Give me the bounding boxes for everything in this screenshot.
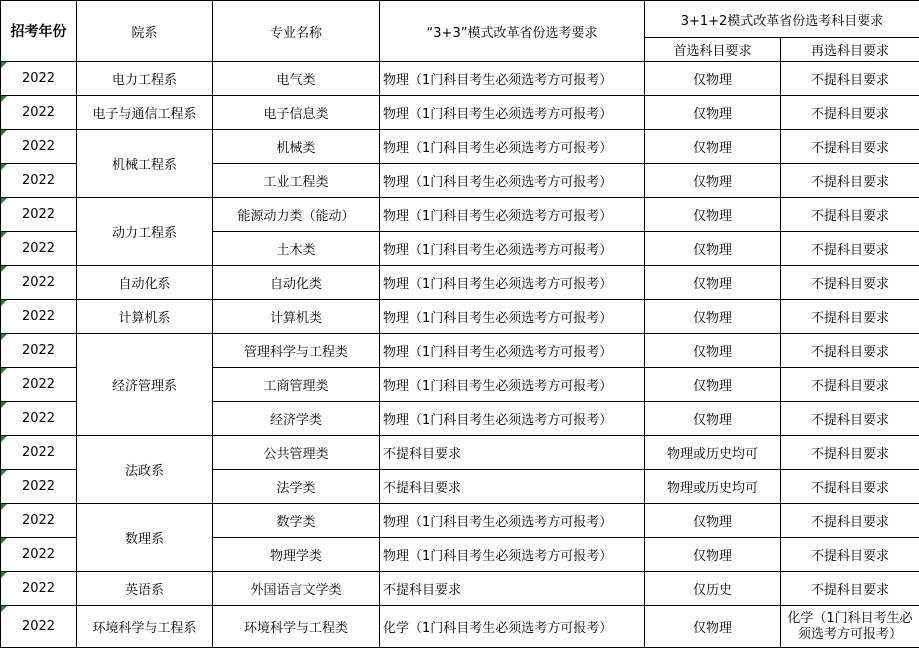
second-subject-cell: 不提科目要求 [781, 572, 919, 606]
major-cell: 工商管理类 [213, 368, 380, 402]
req33-cell: 物理（1门科目考生必须选考方可报考） [380, 368, 645, 402]
req33-cell: 不提科目要求 [380, 470, 645, 504]
major-cell: 机械类 [213, 130, 380, 164]
second-subject-cell: 不提科目要求 [781, 198, 919, 232]
dept-cell: 电子与通信工程系 [77, 96, 213, 130]
req33-cell: 物理（1门科目考生必须选考方可报考） [380, 62, 645, 96]
dept-cell: 动力工程系 [77, 198, 213, 266]
req33-cell: 物理（1门科目考生必须选考方可报考） [380, 334, 645, 368]
table-row [1, 504, 919, 538]
req33-cell: 物理（1门科目考生必须选考方可报考） [380, 538, 645, 572]
first-subject-cell: 仅物理 [645, 300, 781, 334]
major-cell: 土木类 [213, 232, 380, 266]
second-subject-cell: 不提科目要求 [781, 538, 919, 572]
second-subject-cell: 不提科目要求 [781, 266, 919, 300]
req33-cell: 物理（1门科目考生必须选考方可报考） [380, 504, 645, 538]
table-row [1, 198, 919, 232]
dept-cell: 英语系 [77, 572, 213, 606]
table-row [1, 436, 919, 470]
req33-cell: 物理（1门科目考生必须选考方可报考） [380, 96, 645, 130]
year-cell: 2022 [1, 266, 77, 300]
year-cell: 2022 [1, 300, 77, 334]
req33-cell: 物理（1门科目考生必须选考方可报考） [380, 266, 645, 300]
year-cell: 2022 [1, 130, 77, 164]
major-cell: 管理科学与工程类 [213, 334, 380, 368]
first-subject-cell: 仅物理 [645, 504, 781, 538]
first-subject-cell: 仅物理 [645, 402, 781, 436]
major-cell: 公共管理类 [213, 436, 380, 470]
major-cell: 法学类 [213, 470, 380, 504]
first-subject-cell: 仅物理 [645, 198, 781, 232]
first-subject-cell: 仅物理 [645, 130, 781, 164]
header-second-subject: 再选科目要求 [781, 38, 919, 62]
first-subject-cell: 物理或历史均可 [645, 470, 781, 504]
second-subject-cell: 不提科目要求 [781, 436, 919, 470]
req33-cell: 不提科目要求 [380, 572, 645, 606]
major-cell: 物理学类 [213, 538, 380, 572]
year-cell: 2022 [1, 436, 77, 470]
major-cell: 数学类 [213, 504, 380, 538]
first-subject-cell: 仅物理 [645, 538, 781, 572]
table-row [1, 62, 919, 96]
major-cell: 工业工程类 [213, 164, 380, 198]
dept-cell: 经济管理系 [77, 334, 213, 436]
dept-cell: 数理系 [77, 504, 213, 572]
major-cell: 计算机类 [213, 300, 380, 334]
header-mode-3-3: “3+3”模式改革省份选考要求 [380, 1, 645, 62]
year-cell: 2022 [1, 470, 77, 504]
year-cell: 2022 [1, 572, 77, 606]
year-cell: 2022 [1, 606, 77, 648]
req33-cell: 物理（1门科目考生必须选考方可报考） [380, 232, 645, 266]
table-row [1, 334, 919, 368]
req33-cell: 物理（1门科目考生必须选考方可报考） [380, 300, 645, 334]
table-row [1, 572, 919, 606]
major-cell: 环境科学与工程类 [213, 606, 380, 648]
header-year: 招考年份 [1, 1, 77, 62]
second-subject-cell: 不提科目要求 [781, 62, 919, 96]
second-subject-cell: 不提科目要求 [781, 470, 919, 504]
major-cell: 电子信息类 [213, 96, 380, 130]
second-subject-cell: 不提科目要求 [781, 334, 919, 368]
major-cell: 外国语言文学类 [213, 572, 380, 606]
first-subject-cell: 仅物理 [645, 368, 781, 402]
req33-cell: 物理（1门科目考生必须选考方可报考） [380, 402, 645, 436]
table-row [1, 96, 919, 130]
first-subject-cell: 物理或历史均可 [645, 436, 781, 470]
second-subject-cell: 不提科目要求 [781, 368, 919, 402]
second-subject-cell: 不提科目要求 [781, 232, 919, 266]
second-subject-cell: 不提科目要求 [781, 164, 919, 198]
req33-cell: 物理（1门科目考生必须选考方可报考） [380, 130, 645, 164]
req33-cell: 不提科目要求 [380, 436, 645, 470]
year-cell: 2022 [1, 232, 77, 266]
first-subject-cell: 仅物理 [645, 266, 781, 300]
year-cell: 2022 [1, 62, 77, 96]
year-cell: 2022 [1, 368, 77, 402]
header-dept: 院系 [77, 1, 213, 62]
table-row [1, 606, 919, 648]
first-subject-cell: 仅历史 [645, 572, 781, 606]
second-subject-cell: 化学（1门科目考生必须选考方可报考） [781, 606, 919, 648]
major-cell: 经济学类 [213, 402, 380, 436]
second-subject-cell: 不提科目要求 [781, 402, 919, 436]
dept-cell: 自动化系 [77, 266, 213, 300]
header-mode-3-1-2: 3+1+2模式改革省份选考科目要求 [645, 1, 919, 38]
header-row-1 [1, 1, 919, 38]
dept-cell: 计算机系 [77, 300, 213, 334]
year-cell: 2022 [1, 504, 77, 538]
first-subject-cell: 仅物理 [645, 164, 781, 198]
second-subject-cell: 不提科目要求 [781, 300, 919, 334]
year-cell: 2022 [1, 402, 77, 436]
header-major: 专业名称 [213, 1, 380, 62]
first-subject-cell: 仅物理 [645, 62, 781, 96]
table-row [1, 300, 919, 334]
first-subject-cell: 仅物理 [645, 96, 781, 130]
major-cell: 电气类 [213, 62, 380, 96]
second-subject-cell: 不提科目要求 [781, 130, 919, 164]
year-cell: 2022 [1, 164, 77, 198]
major-cell: 自动化类 [213, 266, 380, 300]
req33-cell: 物理（1门科目考生必须选考方可报考） [380, 164, 645, 198]
dept-cell: 机械工程系 [77, 130, 213, 198]
first-subject-cell: 仅物理 [645, 334, 781, 368]
table-row [1, 266, 919, 300]
year-cell: 2022 [1, 538, 77, 572]
dept-cell: 电力工程系 [77, 62, 213, 96]
first-subject-cell: 仅物理 [645, 232, 781, 266]
table-row [1, 130, 919, 164]
dept-cell: 环境科学与工程系 [77, 606, 213, 648]
req33-cell: 化学（1门科目考生必须选考方可报考） [380, 606, 645, 648]
year-cell: 2022 [1, 198, 77, 232]
header-first-subject: 首选科目要求 [645, 38, 781, 62]
req33-cell: 物理（1门科目考生必须选考方可报考） [380, 198, 645, 232]
second-subject-cell: 不提科目要求 [781, 504, 919, 538]
year-cell: 2022 [1, 96, 77, 130]
year-cell: 2022 [1, 334, 77, 368]
dept-cell: 法政系 [77, 436, 213, 504]
second-subject-cell: 不提科目要求 [781, 96, 919, 130]
major-cell: 能源动力类（能动） [213, 198, 380, 232]
first-subject-cell: 仅物理 [645, 606, 781, 648]
